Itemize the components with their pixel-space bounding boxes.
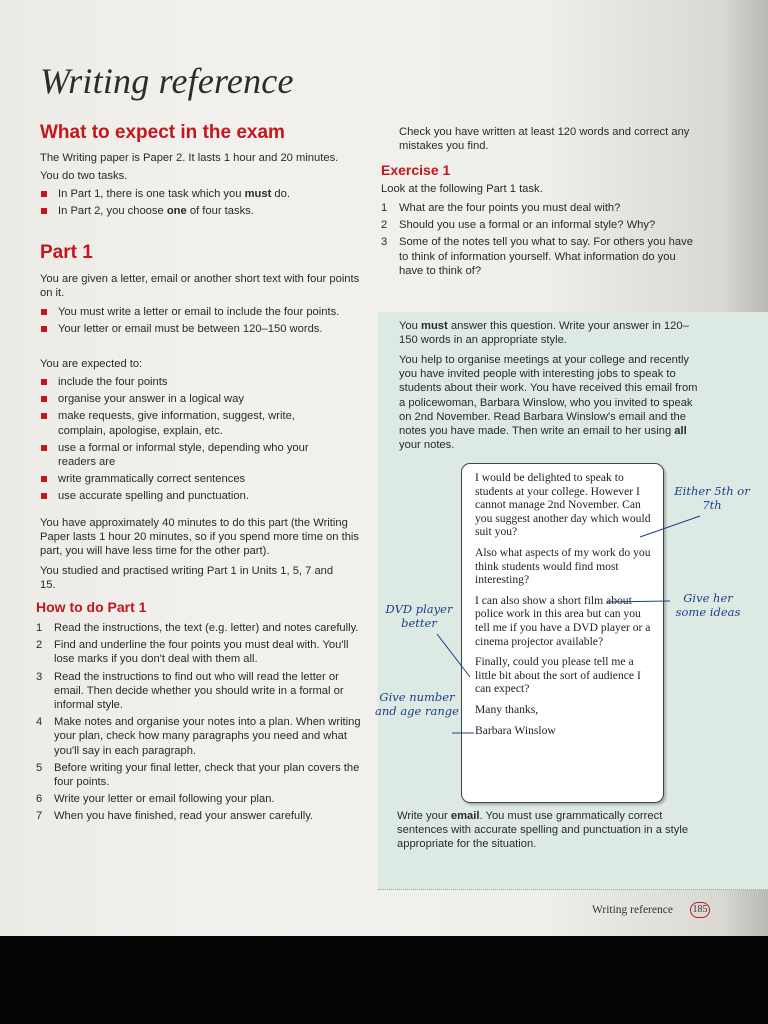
note-dvd-player-better: DVD player better — [385, 602, 453, 630]
email-signoff: Many thanks, — [475, 702, 539, 716]
scan-background — [0, 936, 768, 1024]
task-instruction: You must answer this question. Write your answer in 120–150 words in an appropriate style. — [399, 320, 689, 347]
note-give-number-age-range: Give number and age range — [375, 690, 459, 718]
email-paragraph: I can also show a short film about police work in this area but can you tell me if you have a DVD player or a cinema projector available? — [475, 593, 651, 648]
exercise-intro: Look at the following Part 1 task. — [381, 183, 543, 195]
heading-how-to-do: How to do Part 1 — [36, 599, 147, 615]
list-item: organise your answer in a logical way — [40, 392, 345, 406]
email-signature: Barbara Winslow — [475, 723, 556, 737]
list-item: include the four points — [40, 375, 345, 389]
email-paragraph: I would be delighted to speak to students at your college. However I cannot manage 2nd November. Can you suggest another day which would suit you? — [475, 471, 651, 539]
email-card — [461, 463, 664, 803]
heading-what-to-expect: What to expect in the exam — [40, 122, 285, 143]
email-paragraph: Finally, could you please tell me a little bit about the sort of audience I can expect? — [475, 655, 641, 696]
time-paragraph: You have approximately 40 minutes to do this part (the Writing Paper lasts 1 hour 20 minutes, so if you spend more time on this part, you will have less time for the other part). — [40, 517, 360, 558]
list-item: Your letter or email must be between 120–150 words. — [40, 322, 358, 336]
expected-label: You are expected to: — [40, 358, 143, 370]
list-item: 1 What are the four points you must deal with? — [381, 202, 621, 214]
list-item: 1 Read the instructions, the text (e.g. letter) and notes carefully. — [36, 622, 359, 634]
page-number: 185 — [690, 902, 710, 918]
list-item: 2 Find and underline the four points you must deal with. You'll lose marks if you don't deal with them all. — [36, 639, 349, 666]
studied-paragraph: You studied and practised writing Part 1 in Units 1, 5, 7 and 15. — [40, 565, 334, 592]
steps-list — [36, 621, 366, 827]
list-item: In Part 2, you choose one of four tasks. — [40, 204, 370, 218]
list-item: make requests, give information, suggest, write, complain, apologise, explain, etc. — [40, 409, 345, 437]
list-item: 2 Should you use a formal or an informal style? Why? — [381, 219, 656, 232]
tasks-list — [40, 187, 370, 221]
list-item: 3 Read the instructions to find out who will read the letter or email. Then decide whether you should write in a formal or informal style. — [36, 670, 344, 712]
list-item: 7 When you have finished, read your answer carefully. — [36, 810, 314, 823]
note-give-her-some-ideas: Give her some ideas — [675, 591, 741, 619]
check-paragraph: Check you have written at least 120 words and correct any mistakes you find. — [399, 126, 690, 153]
task-scenario: You help to organise meetings at your college and recently you have invited people with interesting jobs to speak to students about their work. You have received this email from a policewoman, Barbara Winslow, who you invited to speak on 2nd November. Read Barbara Winslow's email and the notes you have made. Then write an email to her using all your notes. — [399, 354, 698, 452]
list-item: write grammatically correct sentences — [40, 472, 345, 486]
list-item: use accurate spelling and punctuation. — [40, 489, 345, 503]
list-item: 5 Before writing your final letter, check that your plan covers the four points. — [36, 761, 360, 789]
page-title: Writing reference — [40, 61, 294, 101]
part1-bullets — [40, 305, 358, 339]
email-paragraph: Also what aspects of my work do you think students would find most interesting? — [475, 545, 651, 587]
footer-label: Writing reference — [592, 904, 673, 916]
exercise-questions — [381, 201, 701, 281]
task-final-instruction: Write your email. You must use grammatically correct sentences with accurate spelling and punctuation in a style appropriate for the situation. — [397, 810, 689, 851]
list-item: 3 Some of the notes tell you what to say. For others you have to think of information yourself. What information do you have to think of? — [381, 236, 693, 277]
heading-exercise-1: Exercise 1 — [381, 162, 451, 178]
expected-bullets — [40, 375, 345, 507]
list-item: 4 Make notes and organise your notes into a plan. When writing your plan, check how many paragraphs you need and what you'll say in each paragraph. — [36, 716, 361, 757]
note-either-5th-or-7th: Either 5th or 7th — [674, 484, 750, 512]
part1-intro: You are given a letter, email or another short text with four points on it. — [40, 273, 360, 300]
list-item: In Part 1, there is one task which you must do. — [40, 187, 370, 201]
heading-part-1: Part 1 — [40, 242, 93, 263]
list-item: You must write a letter or email to include the four points. — [40, 305, 358, 319]
list-item: use a formal or informal style, depending who your readers are — [40, 441, 345, 469]
intro-text-2: You do two tasks. — [40, 170, 128, 182]
list-item: 6 Write your letter or email following your plan. — [36, 793, 275, 806]
intro-text-1: The Writing paper is Paper 2. It lasts 1 hour and 20 minutes. — [40, 152, 339, 164]
